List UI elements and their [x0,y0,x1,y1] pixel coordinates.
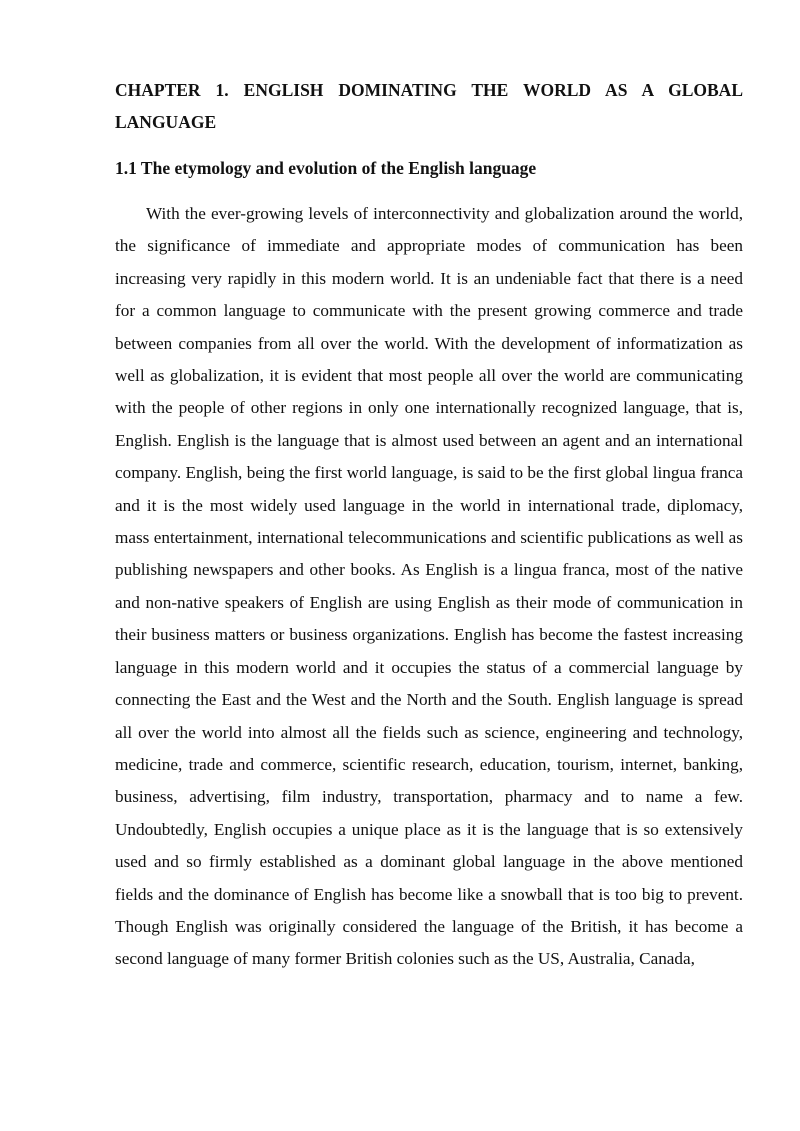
section-title: 1.1 The etymology and evolution of the English language [115,158,537,178]
chapter-title: CHAPTER 1. ENGLISH DOMINATING THE WORLD AS A GLOBAL LANGUAGE [115,80,743,132]
page-content [115,74,743,976]
body-paragraph: With the ever-growing levels of interconnectivity and globalization around the world, the significance of immediate and appropriate modes of communication has been increasing very rapidly in this modern world. It is an undeniable fact that there is a need for a common language to communicate with the present growing commerce and trade between companies from all over the world. With the development of informatization as well as globalization, it is evident that most people all over the world are communicating with the people of other regions in only one internationally recognized language, that is, English. English is the language that is almost used between an agent and an international company. English, being the first world language, is said to be the first global lingua franca and it is the most widely used language in the world in international trade, diplomacy, mass entertainment, international telecommunications and scientific publications as well as publishing newspapers and other books. As English is a lingua franca, most of the native and non-native speakers of English are using English as their mode of communication in their business matters or business organizations. English has become the fastest increasing language in this modern world and it occupies the status of a commercial language by connecting the East and the West and the North and the South. English language is spread all over the world into almost all the fields such as science, engineering and technology, medicine, trade and commerce, scientific research, education, tourism, internet, banking, business, advertising, film industry, transportation, pharmacy and to name a few. Undoubtedly, English occupies a unique place as it is the language that is so extensively used and so firmly established as a dominant global language in the above mentioned fields and the dominance of English has become like a snowball that is too big to prevent. Though English was originally considered the language of the British, it has become a second language of many former British colonies such as the US, Australia, Canada, [115,204,743,969]
